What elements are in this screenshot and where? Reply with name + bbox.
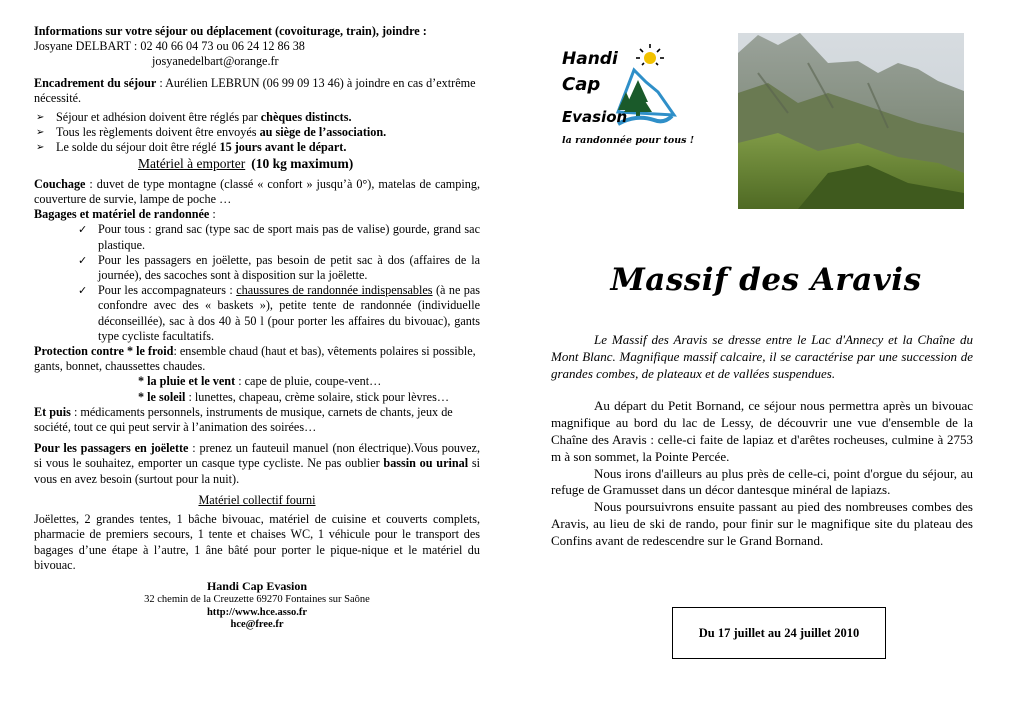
rule-item: [34, 125, 480, 140]
passagers-text: : prenez un fauteuil manuel (non électrique).Vous pouvez, si vous le souhaitez, emporter un casque type cycliste. Ne pas oublier: [34, 441, 480, 471]
rule-bold: au siège de l’association.: [259, 125, 387, 140]
bagages-label: Bagages et matériel de randonnée: [34, 207, 210, 222]
collectif-text: Joëlettes, 2 grandes tentes, 1 bâche bivouac, matériel de cuisine et couverts complets, pharmacie de premiers secours, 1 tente et chaises WC, 1 véhicule pour le transport des bagages d’une étape à l’autre, 1 âne bâté pour porter le pique-nique et le matériel du bivouac.: [34, 512, 480, 572]
rule-text: Tous les règlements doivent être envoyés: [56, 125, 260, 140]
checkmark-icon: ✓: [78, 284, 88, 298]
description-paragraph-3: Nous poursuivrons ensuite passant au pied des nombreuses combes des Aravis, au lieu de ski de rando, pour finir sur le magnifique site du plateau des Confins avant de redescendre sur le Grand Bornand.: [551, 499, 973, 548]
info-heading: Informations sur votre séjour ou déplacement (covoiturage, train), joindre :: [34, 24, 427, 38]
couchage-text: : duvet de type montagne (classé « confort » jusqu’à 0°), matelas de camping, couverture de survie, lampe de poche …: [34, 176, 480, 207]
bagages-list: [34, 222, 480, 344]
pluie: [34, 374, 480, 389]
passagers-bold: bassin ou urinal: [383, 456, 469, 471]
logo-text-evasion: Evasion: [562, 108, 628, 126]
soleil-label: * le soleil: [138, 389, 186, 404]
encadrement-label: Encadrement du séjour: [34, 75, 157, 90]
materiel-title-text: Matériel à emporter: [138, 155, 246, 171]
pluie-label: * la pluie et le vent: [138, 374, 236, 389]
rule-item: [34, 110, 480, 125]
rules-list: [34, 110, 480, 156]
page-title: Massif des Aravis: [610, 262, 922, 298]
soleil-text: : lunettes, chapeau, crème solaire, stick pour lèvres…: [185, 389, 450, 404]
address-email[interactable]: hce@free.fr: [230, 619, 284, 631]
passagers: [34, 441, 480, 487]
info-contact: Josyane DELBART : 02 40 66 04 73 ou 06 24 12 86 38: [34, 39, 305, 54]
passagers-text2: si vous en avez besoin (surtout pour la nuit).: [34, 456, 480, 486]
bagages: [34, 207, 480, 222]
rule-text: Le solde du séjour doit être réglé: [56, 140, 220, 155]
address-name: Handi Cap Evasion: [206, 578, 308, 593]
description-paragraph-2: Nous irons d'ailleurs au plus près de celle-ci, point d'orgue du séjour, au refuge de Gramusset dans un décor dantesque minéral de lapiazs.: [551, 465, 973, 498]
rule-bold: 15 jours avant le départ.: [219, 140, 347, 155]
mountain-photo: [738, 33, 964, 209]
materiel-title: [34, 156, 480, 171]
check-item: [78, 252, 480, 283]
sun-icon: [636, 44, 664, 65]
rule-item: [34, 140, 480, 155]
logo-text-cap: Cap: [562, 74, 601, 95]
encadrement-text: : Aurélien LEBRUN (06 99 09 13 46) à joindre en cas d’extrême nécessité.: [34, 75, 476, 105]
intro-paragraph: Le Massif des Aravis se dresse entre le Lac d'Annecy et la Chaîne du Mont Blanc. Magnifique massif calcaire, il se caractérise par une succession de grandes combes, de plateaux et de vallées suspendues.: [551, 332, 973, 381]
couchage-label: Couchage: [34, 176, 86, 191]
handi-cap-evasion-logo: [558, 40, 698, 155]
passagers-label: Pour les passagers en joëlette: [34, 441, 189, 456]
check-text: Pour les passagers en joëlette, pas besoin de petit sac à dos (affaires de la journée), des sacoches sont à disposition sur la joëlette.: [98, 252, 480, 283]
left-column: [34, 24, 480, 632]
check-item: [78, 283, 481, 344]
logo-tagline: la randonnée pour tous !: [562, 135, 694, 146]
check-text-post: (à ne pas confondre avec des « baskets »), petite tente de randonnée (individuelle déconseillée), sac à dos 40 à 50 l (pour porter les affaires du bivouac), gants type cycliste facultatifs.: [98, 283, 481, 343]
address-street: 32 chemin de la Creuzette 69270 Fontaines sur Saône: [144, 594, 370, 606]
date-box: Du 17 juillet au 24 juillet 2010: [672, 607, 886, 659]
rule-text: Séjour et adhésion doivent être réglés par: [56, 110, 261, 125]
check-text: Pour les accompagnateurs :: [98, 283, 237, 298]
mountain-landscape-image: [738, 33, 964, 209]
check-text: Pour tous : grand sac (type sac de sport mais pas de valise) gourde, grand sac plastique.: [98, 222, 480, 252]
soleil: [34, 390, 480, 405]
check-underline: chaussures de randonnée indispensables: [236, 283, 433, 298]
description-paragraph-1: Au départ du Petit Bornand, ce séjour nous permettra après un bivouac magnifique au bord du lac de Lessy, de découvrir une vue d'ensemble de la Chaîne des Aravis : celle-ci faite de lapiaz et d'arêtes rocheuses, culmine à 2753 m à son sommet, la Pointe Percée.: [551, 398, 973, 464]
etpuis-text: : médicaments personnels, instruments de musique, carnets de chants, jeux de société, tout ce qui peut servir à l’animation des soirées…: [34, 404, 453, 435]
protection: [34, 344, 480, 374]
checkmark-icon: ✓: [78, 253, 88, 267]
logo-graphic: [558, 40, 698, 155]
couchage: [34, 177, 480, 207]
info-email: josyanedelbart@orange.fr: [152, 54, 279, 69]
rule-bold: chèques distincts.: [260, 110, 352, 125]
etpuis: [34, 405, 480, 435]
pluie-text: : cape de pluie, coupe-vent…: [235, 374, 382, 389]
logo-text-handi: Handi: [562, 49, 618, 69]
protection-label: Protection contre * le froid: [34, 344, 174, 359]
etpuis-label: Et puis: [34, 404, 71, 419]
collectif-title: Matériel collectif fourni: [198, 492, 316, 507]
encadrement: [34, 76, 480, 106]
materiel-weight: (10 kg maximum): [251, 155, 354, 171]
bagages-colon: :: [209, 207, 216, 222]
address-url[interactable]: http://www.hce.asso.fr: [206, 606, 308, 618]
right-column: [551, 332, 973, 550]
protection-text: : ensemble chaud (haut et bas), vêtements polaires si possible, gants, bonnet, chaussettes chaudes.: [34, 344, 476, 374]
checkmark-icon: ✓: [78, 223, 88, 237]
check-item: [78, 222, 480, 252]
